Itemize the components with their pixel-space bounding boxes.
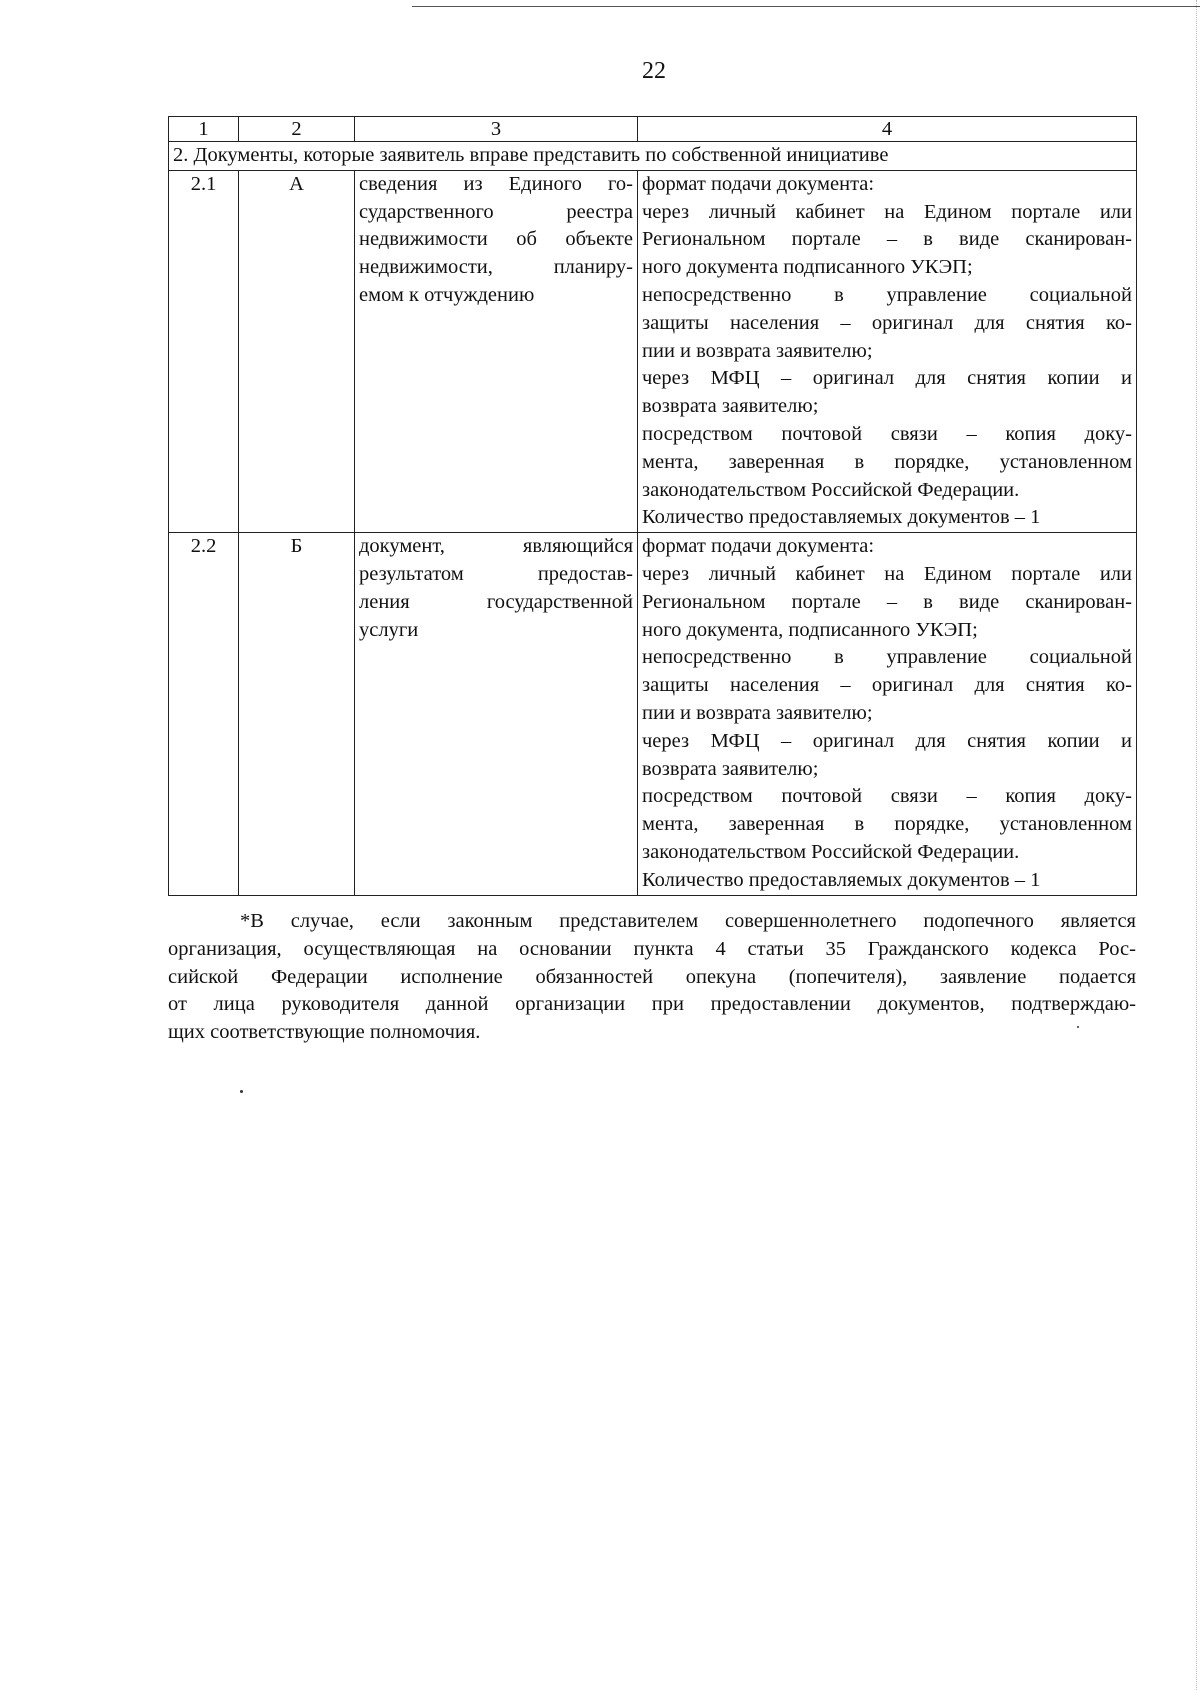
text-line: возврата заявителю;: [642, 395, 819, 418]
text-line: через МФЦ – оригинал для снятия копии и: [642, 367, 1132, 390]
footnote-line: щих соответствующие полномочия.: [168, 1021, 481, 1044]
column-header: 2: [239, 117, 355, 142]
row-letter: Б: [239, 533, 355, 895]
text-line: услуги: [359, 618, 419, 641]
column-header: 1: [169, 117, 239, 142]
text-line: возврата заявителю;: [642, 757, 819, 780]
scan-edge: [1196, 0, 1197, 1690]
text-line: защиты населения – оригинал для снятия ко-: [642, 674, 1132, 697]
footnote-line: *В случае, если законным представителем совершеннолетнего подопечного является: [240, 910, 1136, 932]
text-line: посредством почтовой связи – копия доку-: [642, 422, 1132, 445]
text-line: сведения из Единого го-: [359, 172, 633, 195]
text-line: сударственного реестра: [359, 200, 633, 223]
submission-format: [638, 533, 1137, 895]
table-header-row: [169, 117, 1137, 142]
text-line: пии и возврата заявителю;: [642, 339, 873, 362]
column-header: 4: [638, 117, 1137, 142]
top-scan-rule: [412, 6, 1200, 7]
text-line: емом к отчуждению: [359, 283, 535, 306]
text-line: непосредственно в управление социальной: [642, 646, 1132, 669]
text-line: недвижимости, планиру-: [359, 256, 633, 279]
row-letter: А: [239, 170, 355, 532]
documents-table: [168, 116, 1137, 896]
text-line: Региональном портале – в виде сканирован-: [642, 228, 1132, 251]
footnote-line: организация, осуществляющая на основании пункта 4 статьи 35 Гражданского кодекса Рос-: [168, 937, 1136, 960]
scan-speck: [1077, 1026, 1079, 1028]
text-line: ления государственной: [359, 590, 633, 613]
text-line: результатом предостав-: [359, 562, 633, 585]
text-line: через МФЦ – оригинал для снятия копии и: [642, 729, 1132, 752]
text-line: недвижимости об объекте: [359, 228, 633, 251]
footnote: [168, 908, 1136, 1047]
text-line: ного документа, подписанного УКЭП;: [642, 618, 978, 641]
document-name: [355, 170, 638, 532]
footnote-line: от лица руководителя данной организации при предоставлении документов, подтверждаю-: [168, 993, 1136, 1016]
text-line: законодательством Российской Федерации.: [642, 840, 1020, 863]
section-title: 2. Документы, которые заявитель вправе представить по собственной инициативе: [169, 142, 1137, 171]
text-line: законодательством Российской Федерации.: [642, 478, 1020, 501]
text-line: пии и возврата заявителю;: [642, 701, 873, 724]
text-line: формат подачи документа:: [642, 172, 875, 195]
text-line: посредством почтовой связи – копия доку-: [642, 785, 1132, 808]
table-row: [169, 170, 1137, 532]
section-row: [169, 142, 1137, 171]
text-line: Количество предоставляемых документов – 1: [642, 868, 1041, 891]
row-number: 2.1: [169, 170, 239, 532]
scan-speck: [240, 1090, 243, 1093]
text-line: документ, являющийся: [359, 535, 633, 558]
text-line: мента, заверенная в порядке, установленном: [642, 450, 1132, 473]
text-line: формат подачи документа:: [642, 535, 875, 558]
table-row: [169, 533, 1137, 895]
text-line: непосредственно в управление социальной: [642, 283, 1132, 306]
submission-format: [638, 170, 1137, 532]
footnote-line: сийской Федерации исполнение обязанностей опекуна (попечителя), заявление подается: [168, 965, 1136, 988]
text-line: ного документа подписанного УКЭП;: [642, 256, 973, 279]
text-line: защиты населения – оригинал для снятия ко-: [642, 311, 1132, 334]
text-line: через личный кабинет на Едином портале или: [642, 200, 1132, 223]
text-line: Региональном портале – в виде сканирован-: [642, 590, 1132, 613]
document-name: [355, 533, 638, 895]
page-number: 22: [642, 58, 666, 84]
text-line: через личный кабинет на Едином портале или: [642, 562, 1132, 585]
text-line: Количество предоставляемых документов – 1: [642, 506, 1041, 529]
column-header: 3: [355, 117, 638, 142]
row-number: 2.2: [169, 533, 239, 895]
text-line: мента, заверенная в порядке, установленном: [642, 813, 1132, 836]
